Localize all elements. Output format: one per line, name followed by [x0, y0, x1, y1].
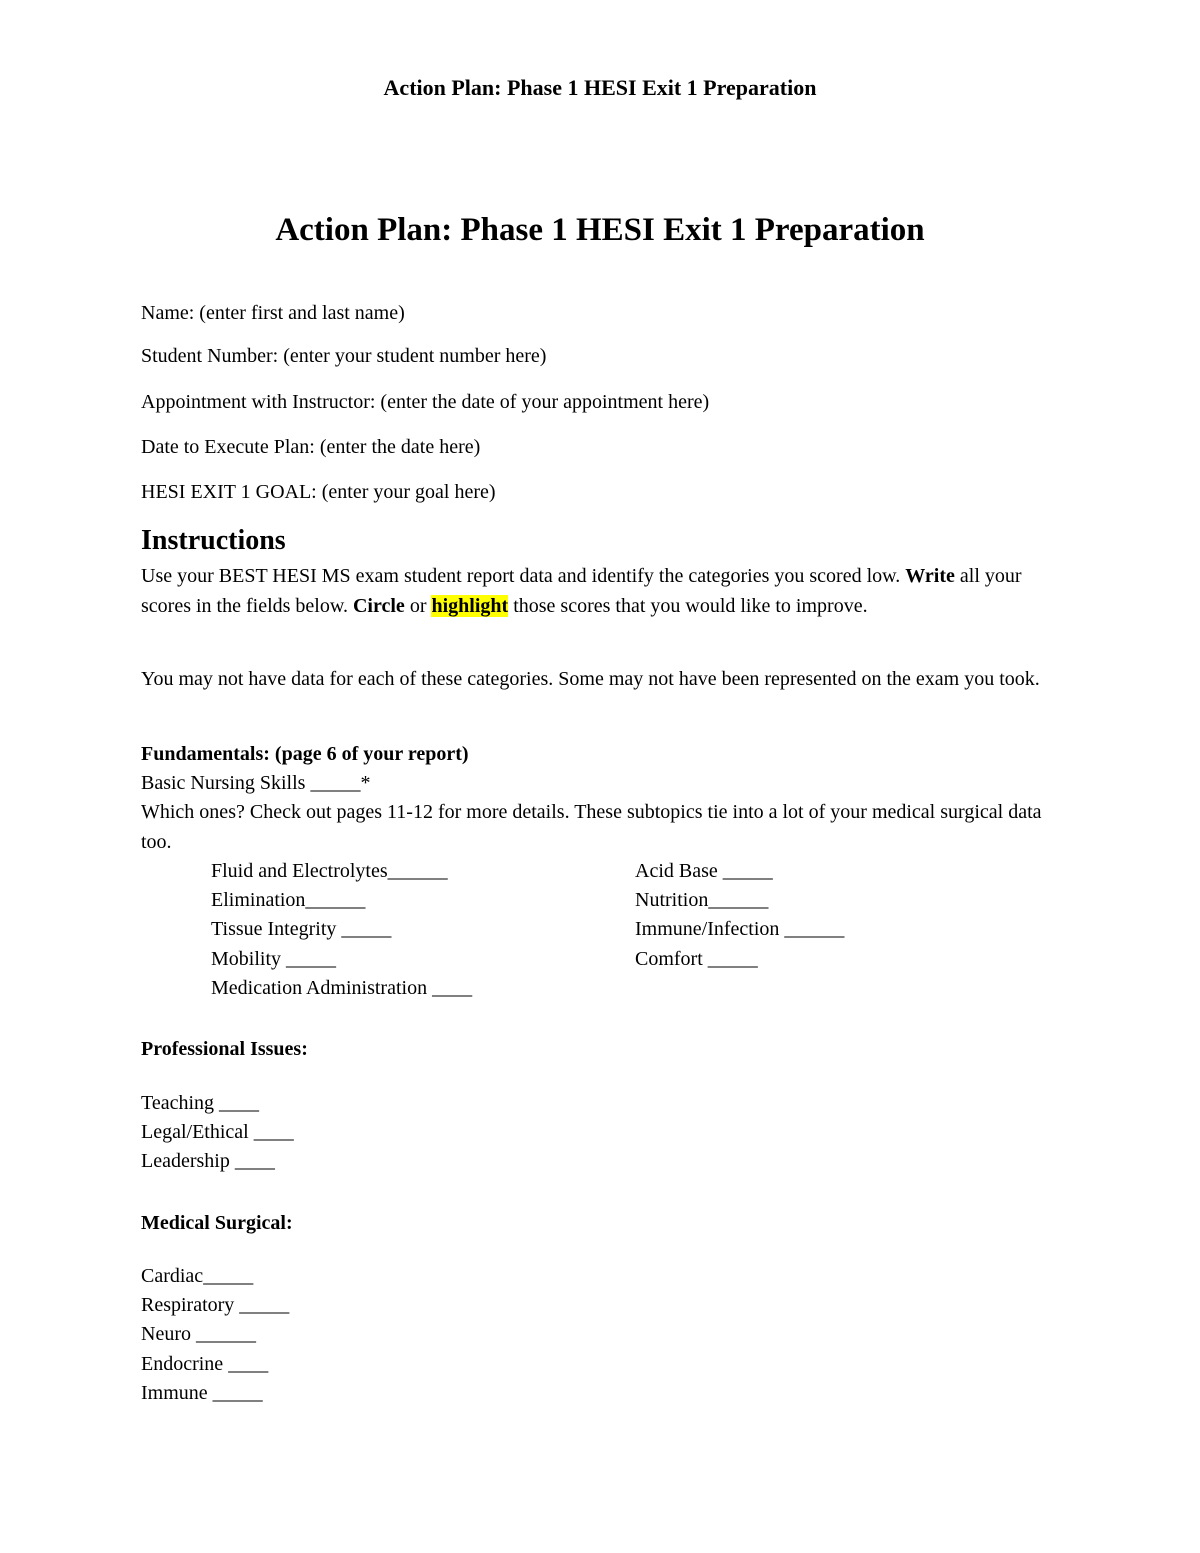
instructions-paragraph-2: You may not have data for each of these categories. Some may not have been represented on the exam you took. [141, 668, 1040, 690]
goal-field: HESI EXIT 1 GOAL: (enter your goal here) [141, 481, 496, 503]
instructions-text: those scores that you would like to improve. [508, 594, 868, 617]
circle-emphasis: Circle [352, 594, 405, 617]
list-item: Nutrition______ [635, 889, 769, 912]
name-field: Name: (enter first and last name) [141, 302, 405, 324]
which-ones-note: Which ones? Check out pages 11-12 for more details. These subtopics tie into a lot of your medical surgical data too. [141, 801, 1042, 853]
professional-heading: Professional Issues: [141, 1038, 308, 1060]
list-item: Medication Administration ____ [211, 976, 473, 999]
instructions-text: all your scores in the fields below. [141, 565, 1022, 617]
professional-issues-heading [141, 1035, 1071, 1064]
student-number-field: Student Number: (enter your student number here) [141, 345, 547, 367]
fundamentals-section [141, 740, 1071, 857]
basic-nursing-skills: Basic Nursing Skills _____* [141, 772, 371, 795]
list-item: Mobility _____ [211, 947, 337, 970]
list-item: Respiratory _____ [141, 1294, 290, 1317]
list-item: Legal/Ethical ____ [141, 1121, 294, 1144]
fundamentals-heading: Fundamentals: (page 6 of your report) [141, 743, 469, 765]
appointment-field: Appointment with Instructor: (enter the date of your appointment here) [141, 391, 710, 413]
fundamentals-right-column [635, 857, 844, 974]
instructions-text: Use your BEST HESI MS exam student report data and identify the categories you scored low. [141, 565, 906, 587]
list-item: Elimination______ [211, 889, 366, 912]
list-item: Endocrine ____ [141, 1352, 269, 1375]
list-item: Tissue Integrity _____ [211, 918, 392, 941]
instructions-text: or [404, 594, 432, 617]
list-item: Immune _____ [141, 1381, 263, 1404]
list-item: Cardiac_____ [141, 1265, 254, 1287]
document-title: Action Plan: Phase 1 HESI Exit 1 Preparation [275, 212, 925, 248]
instructions-paragraph-1 [141, 562, 1071, 621]
medsurg-heading: Medical Surgical: [141, 1212, 293, 1234]
list-item: Immune/Infection ______ [635, 918, 845, 941]
running-header: Action Plan: Phase 1 HESI Exit 1 Preparation [383, 75, 817, 100]
professional-issues-list [141, 1089, 1071, 1177]
highlight-emphasis: highlight [431, 594, 509, 617]
list-item: Comfort _____ [635, 947, 758, 970]
fundamentals-left-column [211, 857, 472, 1003]
instructions-heading: Instructions [141, 525, 286, 556]
medical-surgical-list [141, 1262, 1071, 1408]
list-item: Teaching ____ [141, 1092, 260, 1114]
medical-surgical-heading [141, 1209, 1071, 1238]
list-item: Neuro ______ [141, 1323, 256, 1346]
list-item: Acid Base _____ [635, 860, 773, 882]
list-item: Leadership ____ [141, 1150, 275, 1173]
execute-date-field: Date to Execute Plan: (enter the date here) [141, 436, 481, 458]
list-item: Fluid and Electrolytes______ [211, 860, 448, 882]
write-emphasis: Write [905, 565, 955, 587]
